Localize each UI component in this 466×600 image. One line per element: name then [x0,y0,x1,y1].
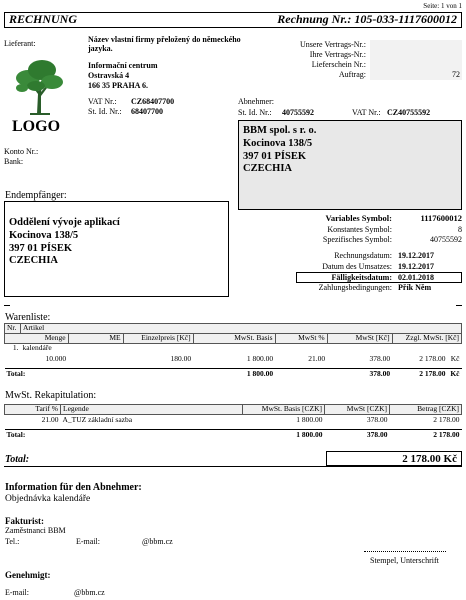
payment-symbols [296,214,462,246]
table-row: 21.00 A_TUZ základní sazba 1 800.00 378.00 2 178.00 [41,414,460,424]
due-date-row: Fälligkeitsdatum: 02.01.2018 [296,272,462,283]
items-total-row: Total: 1 800.00 378.00 2 178.00 Kč [6,368,460,378]
ref-row: Auftrag: 72 [338,70,460,79]
invoice-header [4,12,462,28]
table-row: 10.000 180.00 1 800.00 21.00 378.00 2 178.00 Kč [45,353,460,363]
recipient-label: Endempfänger: [5,190,67,201]
symbol-row: Spezifisches Symbol: 40755592 [322,235,462,244]
supplier-label: Lieferant: [4,39,36,48]
signature-line [364,551,446,552]
recipient-line: Kocinova 138/5 [9,229,79,241]
date-row: Rechnungsdatum: 19.12.2017 [334,251,434,260]
logo-text: LOGO [12,118,61,135]
date-row: Zahlungsbedingungen: Přík Něm [318,283,432,292]
items-head-row1: Nr. Artikel [5,324,462,334]
page-counter: Seite: 1 von 1 [423,2,462,10]
recipient-line: CZECHIA [9,255,59,267]
issuer-email: @bbm.cz [142,537,173,546]
buyer-line: 397 01 PÍSEK [243,150,307,162]
items-title: Warenliste: [5,312,51,323]
approved-email: @bbm.cz [74,588,105,597]
supplier-name: Název vlastní firmy přeložený do německého jazyka. [88,35,241,54]
info-title: Information für den Abnehmer: [5,482,142,493]
recap-title: MwSt. Rekapitulation: [5,390,97,401]
ref-row: Unsere Vertrags-Nr.: [270,40,462,50]
recipient-line: 397 01 PÍSEK [9,242,73,254]
ref-row: Ihre Vertrags-Nr.: [270,50,462,60]
recap-total-row: Total: 1 800.00 378.00 2 178.00 [6,429,460,439]
info-text: Objednávka kalendáře [5,494,91,504]
supplier-vat: CZ68407700 [131,97,175,106]
buyer-vat-label: VAT Nr.: [352,108,381,117]
supplier-stid: 68407700 [131,107,163,116]
divider [456,305,462,306]
issuer-email-label: E-mail: [76,537,100,546]
buyer-stid-label: St. Id. Nr.: [238,108,272,117]
divider [4,466,462,467]
recipient-line: Oddělení vývoje aplikací [9,217,120,228]
grand-total-label: Total: [5,454,30,465]
stamp-label: Stempel, Unterschrift [370,556,439,565]
approved-label: Genehmigt: [5,570,51,580]
recipient-address-box [4,201,229,297]
symbol-row: Variables Symbol: 1117600012 [325,213,462,223]
divider [4,305,10,306]
issuer-tel-label: Tel.: [5,537,20,546]
issuer-label: Fakturist: [5,516,44,526]
recap-table [4,404,462,441]
bank-label: Bank: [4,157,24,166]
buyer-stid: 40755592 [282,108,314,117]
ref-row: Lieferschein Nr.: [270,60,462,70]
buyer-line: BBM spol. s r. o. [243,125,317,136]
references [270,40,462,80]
buyer-label: Abnehmer: [238,97,274,106]
supplier-line2: Informační centrum [88,61,158,70]
approved-email-label: E-mail: [5,588,29,597]
items-table [4,323,462,380]
date-row: Datum des Umsatzes: 19.12.2017 [322,261,434,271]
supplier-stid-label: St. Id. Nr.: [88,107,122,116]
grand-total-value: 2 178.00 Kč [326,451,462,466]
buyer-vat: CZ40755592 [387,108,431,117]
buyer-address-box [238,120,462,210]
invoice-title: RECHNUNG [9,12,78,27]
invoice-dates [296,251,462,294]
buyer-line: CZECHIA [243,163,293,175]
symbol-row: Konstantes Symbol: 8 [327,224,462,234]
supplier-vat-label: VAT Nr.: [88,97,117,106]
items-head-row2: Menge ME Einzelpreis [Kč] MwSt. Basis MwSt % MwSt [Kč] Zzgl. MwSt. [Kč] [5,334,462,344]
konto-label: Konto Nr.: [4,147,39,156]
logo-tree-icon [14,56,64,116]
recap-head-row: Tarif % Legende MwSt. Basis [CZK] MwSt [CZK] Betrag [CZK] [5,405,462,415]
issuer-name: Zaměstnanci BBM [5,526,66,535]
table-row: 1. kalendáře [12,343,52,353]
invoice-number: Rechnung Nr.: 105-033-1117600012 [277,12,457,27]
supplier-street: Ostravská 4 [88,71,130,80]
supplier-city: 166 35 PRAHA 6. [88,81,148,90]
buyer-line: Kocinova 138/5 [243,137,313,149]
